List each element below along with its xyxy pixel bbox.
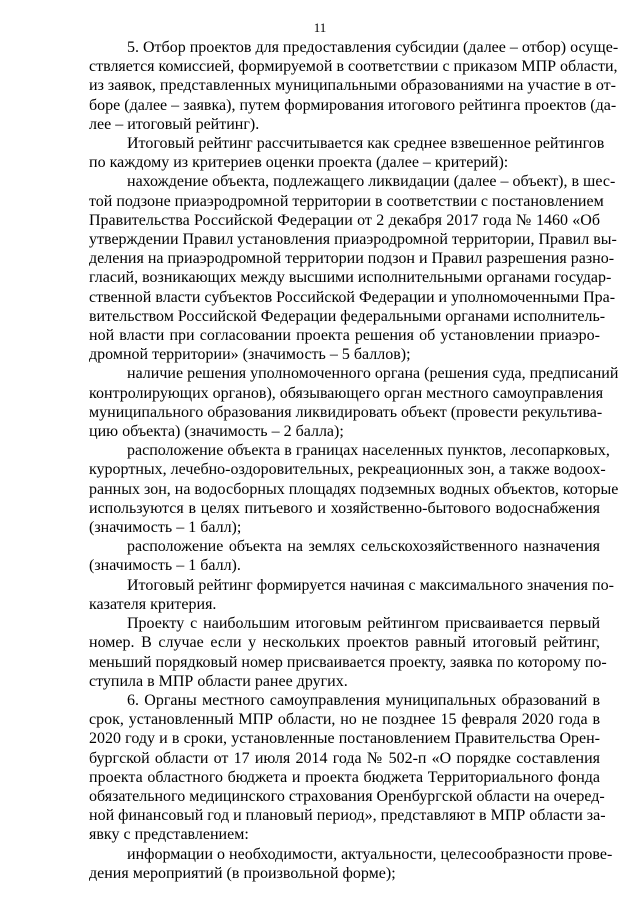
text-line: ранных зон, на водосборных площадях подземных водных объектов, которые xyxy=(89,480,619,498)
text-line: из заявок, представленных муниципальными образованиями на участие в от- xyxy=(89,77,616,95)
text-line: обязательного медицинского страхования Оренбургской области на очеред- xyxy=(89,787,605,805)
text-line: утверждении Правил установления приаэродромной территории, Правил вы- xyxy=(89,231,617,249)
text-line: Итоговый рейтинг формируется начиная с максимального значения по- xyxy=(127,576,614,594)
paragraph xyxy=(89,614,607,691)
paragraph xyxy=(89,845,613,883)
text-line: наличие решения уполномоченного органа (решения суда, предписаний xyxy=(127,365,619,383)
text-line: (значимость – 1 балл); xyxy=(89,519,242,537)
text-line: расположение объекта на землях сельскохозяйственного назначения xyxy=(127,538,600,556)
text-line: 5. Отбор проектов для предоставления субсидии (далее – отбор) осуще- xyxy=(127,39,619,56)
text-line: используются в целях питьевого и хозяйственно-бытового водоснабжения xyxy=(89,499,600,517)
text-line: по каждому из критериев оценки проекта (далее – критерий): xyxy=(89,154,509,172)
text-line: муниципального образования ликвидировать объект (провести рекультива- xyxy=(89,403,603,421)
paragraph xyxy=(89,364,619,441)
text-line: расположение объекта в границах населенных пунктов, лесопарковых, xyxy=(127,442,610,460)
text-line: контролирующих органов), обязывающего орган местного самоуправления xyxy=(89,384,604,402)
paragraph xyxy=(89,576,614,614)
paragraph xyxy=(89,134,605,172)
document-body xyxy=(89,38,619,883)
text-line: лее – итоговый рейтинг). xyxy=(89,115,260,133)
text-line: Правительства Российской Федерации от 2 декабря 2017 года № 1460 «Об xyxy=(89,211,600,229)
text-line: ной финансовый год и плановый период», представляют в МПР области за- xyxy=(89,807,606,825)
text-line: ственной власти субъектов Российской Федерации и уполномоченными Пра- xyxy=(89,288,616,306)
text-line: Итоговый рейтинг рассчитывается как среднее взвешенное рейтингов xyxy=(127,135,605,153)
paragraph xyxy=(89,441,619,537)
text-line: вительством Российской Федерации федеральными органами исполнитель- xyxy=(89,307,606,325)
text-line: номер. В случае если у нескольких проектов равный итоговый рейтинг, xyxy=(89,634,600,652)
text-line: бургской области от 17 июля 2014 года № 502-п «О порядке составления xyxy=(89,749,600,767)
text-line: 6. Органы местного самоуправления муниципальных образований в xyxy=(127,691,600,709)
paragraph xyxy=(89,537,600,575)
text-line: нахождение объекта, подлежащего ликвидации (далее – объект), в шес- xyxy=(127,173,616,191)
text-line: меньший порядковый номер присваивается проекту, заявка по которому по- xyxy=(89,653,607,671)
text-line: курортных, лечебно-оздоровительных, рекреационных зон, а также водоох- xyxy=(89,461,606,479)
text-line: ной власти при согласовании проекта решения об установлении приаэро- xyxy=(89,327,600,345)
text-line: (значимость – 1 балл). xyxy=(89,557,241,575)
text-line: цию объекта) (значимость – 2 балла); xyxy=(89,423,344,441)
page-number: 11 xyxy=(313,20,327,35)
paragraph xyxy=(89,38,619,134)
text-line: проекта областного бюджета и проекта бюджета Территориального фонда xyxy=(89,768,600,786)
text-line: информации о необходимости, актуальности, целесообразности прове- xyxy=(127,845,613,863)
text-line: Проекту с наибольшим итоговым рейтингом присваивается первый xyxy=(127,615,600,633)
text-line: дения мероприятий (в произвольной форме); xyxy=(89,864,396,882)
text-line: той подзоне приаэродромной территории в соответствии с постановлением xyxy=(89,192,604,210)
text-line: явку с представлением: xyxy=(89,826,249,844)
text-line: срок, установленный МПР области, но не позднее 15 февраля 2020 года в xyxy=(89,711,600,729)
paragraph xyxy=(89,172,617,364)
text-line: ствляется комиссией, формируемой в соответствии с приказом МПР области, xyxy=(89,58,618,76)
text-line: ступила в МПР области ранее других. xyxy=(89,672,348,690)
text-line: казателя критерия. xyxy=(89,595,217,613)
text-line: боре (далее – заявка), путем формирования итогового рейтинга проектов (да- xyxy=(89,96,617,114)
text-line: гласий, возникающих между высшими исполнительными органами государ- xyxy=(89,269,612,287)
text-line: 2020 году и в сроки, установленные постановлением Правительства Орен- xyxy=(89,730,600,748)
paragraph xyxy=(89,691,606,845)
text-line: деления на приаэродромной территории подзон и Правил разрешения разно- xyxy=(89,250,615,268)
text-line: дромной территории» (значимость – 5 баллов); xyxy=(89,346,411,364)
